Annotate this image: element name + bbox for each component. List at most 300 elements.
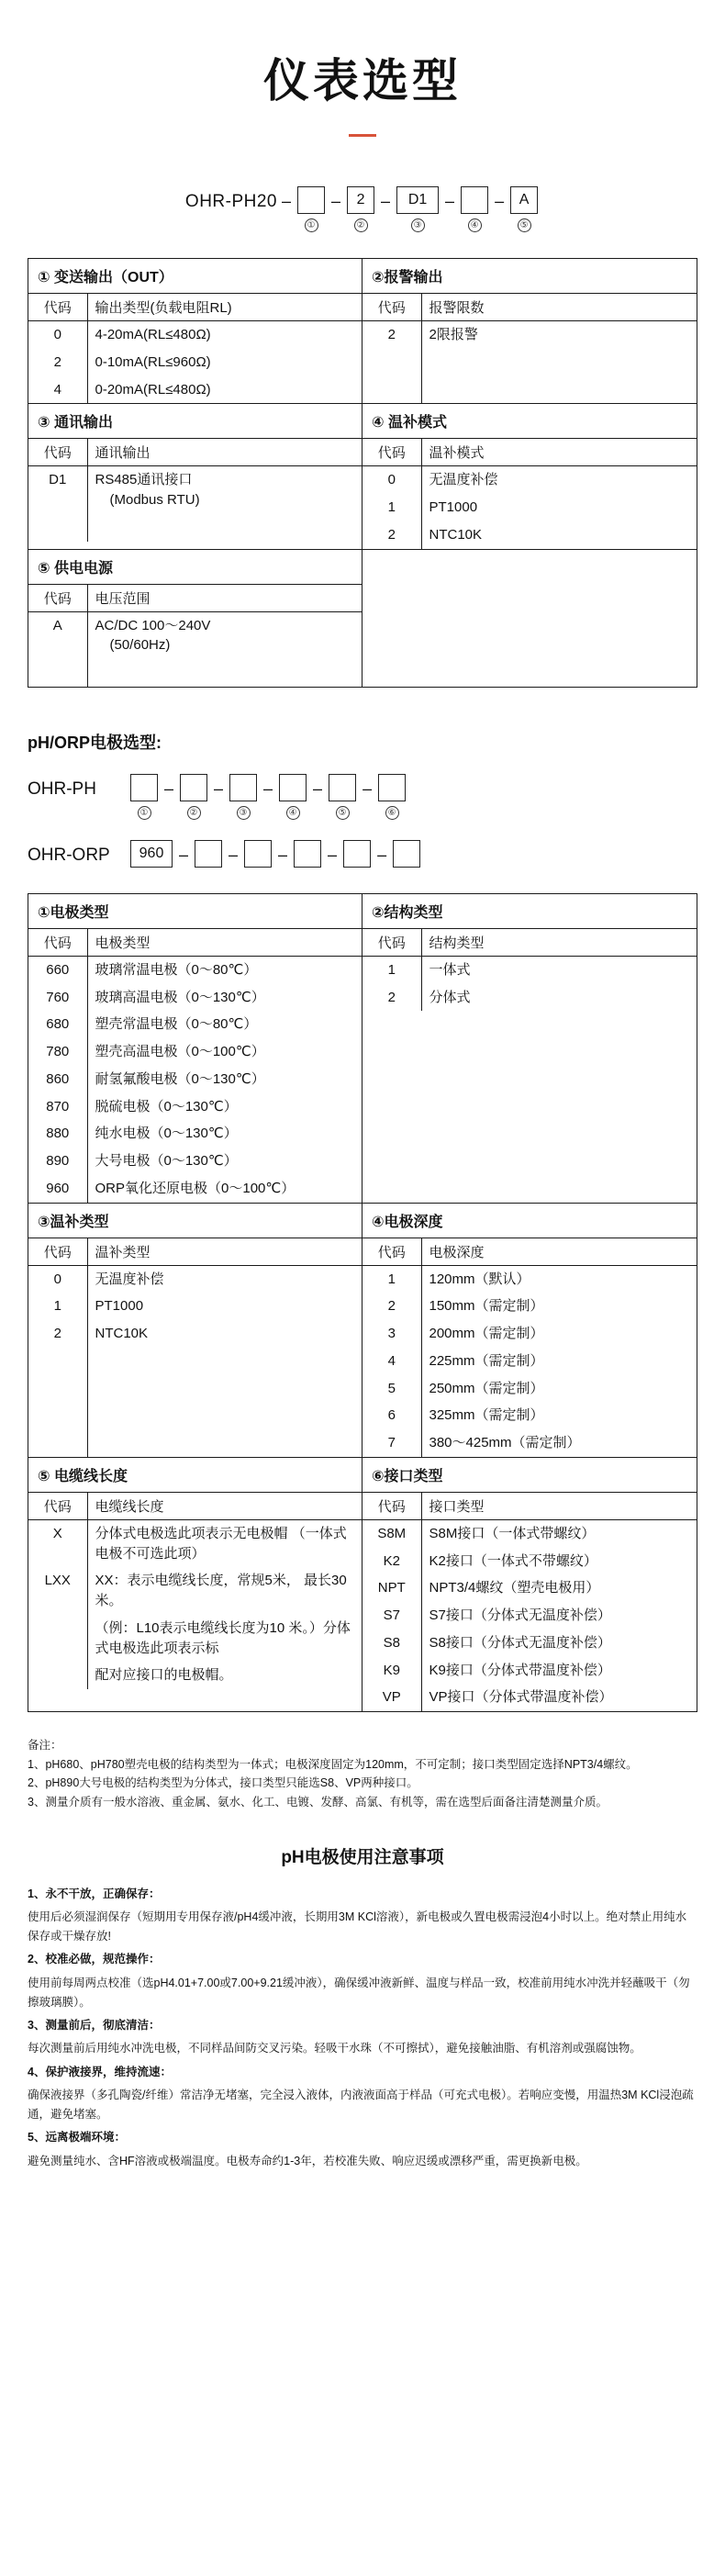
table-row [28,1567,362,1615]
col-code: 代码 [28,439,87,466]
spec-out-section [28,259,362,403]
model-code-line [0,186,725,232]
cell-code: VP [362,1684,421,1711]
table-row [362,1320,697,1348]
cell-desc: S8接口（分体式无温度补偿） [429,1634,611,1651]
table-row [362,1519,697,1547]
table-row [362,1630,697,1657]
cell-desc: 无温度补偿 [95,1271,164,1287]
cell-desc: 250mm（需定制） [429,1380,544,1396]
cell-code: 890 [28,1148,87,1175]
cell-code: LXX [28,1567,87,1615]
model-slot-1-index: ① [305,218,318,232]
ph-slot-2 [178,774,209,820]
ph-usage-item [28,2128,697,2147]
dash-separator: – [282,192,292,210]
cell-code: 3 [362,1320,421,1348]
col-desc: 通讯输出 [95,445,151,462]
cell-code: 660 [28,956,87,983]
col-code: 代码 [362,929,421,957]
cell-desc: 150mm（需定制） [429,1298,544,1315]
cell-desc-sub: （一体式电极不可选此项） [95,1525,347,1562]
table-row [28,984,362,1012]
ph-usage-heading: 1、永不干放，正确保存： [28,1887,161,1900]
col-desc: 电缆线长度 [95,1498,164,1515]
cell-code: 680 [28,1011,87,1038]
model-slot-2-box[interactable]: 2 [347,186,374,214]
orp-slot-4 [292,840,323,868]
ph-slot-6 [376,774,407,820]
cell-desc [87,1567,362,1615]
table-row [362,349,697,376]
cell-desc: S8M接口（一体式带螺纹） [429,1525,596,1541]
orp-slot-2-box[interactable] [195,840,222,868]
table-row [28,1519,362,1567]
title-block [0,0,725,137]
cell-desc: 0-20mA(RL≤480Ω) [95,381,211,398]
ph-slot-2-index: ② [187,806,201,820]
table-row [28,1402,362,1429]
col-desc: 电极类型 [95,935,151,951]
electrode-structure-heading: ②结构类型 [362,894,697,929]
cell-desc-sub: (Modbus RTU) [109,492,200,508]
remarks-label: 备注： [28,1739,62,1752]
cell-code: 2 [28,1320,87,1348]
table-row [28,514,362,542]
cell-desc-main: AC/DC 100～240V [95,617,211,633]
table-row [28,349,362,376]
cell-code [28,1662,87,1689]
ph-slot-5 [327,774,358,820]
ph-slot-5-index: ⑤ [336,806,350,820]
electrode-tempcomp-section [28,1204,362,1457]
dash-separator: – [328,845,338,864]
electrode-row-1 [28,894,697,1204]
ph-slot-1-index: ① [138,806,151,820]
model-slot-1-box[interactable] [297,186,325,214]
cell-desc: PT1000 [429,499,478,515]
cell-desc: 0-10mA(RL≤960Ω) [95,353,211,370]
cell-code [28,1615,87,1663]
col-code: 代码 [362,1493,421,1520]
ph-usage-item [28,1950,697,1969]
orp-slot-2 [193,840,224,868]
cell-desc: 配对应接口的电极帽。 [95,1667,233,1684]
table-row [28,1148,362,1175]
electrode-cable-heading: ⑤ 电缆线长度 [28,1458,362,1493]
cell-code: 860 [28,1066,87,1093]
cell-desc-sub: 米。）分体式电极选此项表示标 [95,1619,351,1656]
cell-code: 2 [28,349,87,376]
electrode-depth-table [362,1238,697,1457]
electrode-row-3 [28,1458,697,1711]
table-row [28,1375,362,1403]
cell-code: 2 [362,321,421,349]
orp-slot-5-box[interactable] [343,840,371,868]
ph-slot-6-index: ⑥ [385,806,399,820]
spec-power-heading: ⑤ 供电电源 [28,550,362,585]
table-row [362,376,697,404]
col-desc: 结构类型 [429,935,485,951]
table-row [28,659,362,687]
cell-desc-main: XX：表示电缆线长度，常规5米， [95,1573,300,1589]
ph-slot-3 [228,774,259,820]
electrode-code-line-ph [28,774,725,820]
cell-desc: 分体式 [429,989,471,1005]
ph-usage-heading: 2、校准必做，规范操作： [28,1953,161,1966]
cell-desc: 120mm（默认） [429,1271,530,1287]
electrode-type-heading: ①电极类型 [28,894,362,929]
table-row [362,1348,697,1375]
ph-usage-body: 确保液接界（多孔陶瓷/纤维）常洁净无堵塞，完全浸入液体，内液液面高于样品（可充式电极）。若响应变慢，用温热3M KCl浸泡疏通，避免堵塞。 [28,2088,694,2121]
dash-separator: – [214,778,224,798]
table-row [28,1293,362,1320]
spec-out-heading: ① 变送输出（OUT） [28,259,362,294]
col-desc: 报警限数 [429,300,485,316]
model-slot-5 [508,186,540,232]
cell-code: NPT [362,1574,421,1602]
table-row [362,1657,697,1685]
cell-code: X [28,1519,87,1567]
model-slot-3-box[interactable]: D1 [396,186,439,214]
cell-desc: 塑壳常温电极（0～80℃） [95,1016,258,1033]
cell-code: 7 [362,1429,421,1457]
cell-desc: NTC10K [95,1326,149,1341]
orp-slot-1-box[interactable]: 960 [130,840,173,868]
ph-usage-body: 每次测量前后用纯水冲洗电极，不同样品间防交叉污染。轻吸干水珠（不可擦拭），避免接触油脂、有机溶剂或强腐蚀物。 [28,2042,641,2055]
table-row [28,321,362,349]
ph-slot-6-box[interactable] [378,774,406,801]
spec-alarm-section [362,259,697,403]
electrode-depth-heading: ④电极深度 [362,1204,697,1238]
table-row [28,1320,362,1348]
table-row [362,1293,697,1320]
cell-desc: 玻璃高温电极（0～130℃） [95,989,265,1005]
col-desc: 输出类型(负载电阻RL) [95,300,232,316]
cell-desc [87,1615,362,1663]
table-row [28,1175,362,1203]
cell-code: 880 [28,1120,87,1148]
cell-desc [87,1519,362,1567]
cell-code: 870 [28,1093,87,1121]
table-row [28,1093,362,1121]
ph-slot-3-box[interactable] [229,774,257,801]
cell-desc-main: 分体式电极选此项表示无电极帽 [95,1525,288,1541]
table-row [362,984,697,1012]
table-row [362,466,697,494]
electrode-structure-table [362,929,697,1012]
cell-desc: NTC10K [429,526,483,543]
dash-separator: – [495,192,505,210]
col-code: 代码 [362,294,421,321]
table-row [362,1548,697,1575]
cell-code: 760 [28,984,87,1012]
cell-code: S8 [362,1630,421,1657]
cell-code: 0 [362,466,421,494]
ph-slot-3-index: ③ [237,806,251,820]
ph-slot-5-box[interactable] [329,774,356,801]
spec-row-3 [28,550,697,687]
cell-desc: S7接口（分体式无温度补偿） [429,1607,611,1623]
remarks-item: 2、pH890大号电极的结构类型为分体式，接口类型只能选S8、VP两种接口。 [28,1776,418,1790]
ph-usage-title: pH电极使用注意事项 [281,1847,444,1867]
dash-separator: – [362,778,373,798]
electrode-type-section [28,894,362,1203]
dash-separator: – [381,192,391,210]
cell-desc: K9接口（分体式带温度补偿） [429,1662,611,1678]
col-desc: 温补模式 [429,445,485,462]
table-row [362,1574,697,1602]
electrode-tempcomp-heading: ③温补类型 [28,1204,362,1238]
table-row [28,376,362,404]
table-row [28,956,362,983]
cell-desc: 脱硫电极（0～130℃） [95,1098,238,1114]
col-code: 代码 [28,1493,87,1520]
col-code: 代码 [28,1238,87,1266]
dash-separator: – [278,845,288,864]
cell-desc: 玻璃常温电极（0～80℃） [95,961,258,978]
orp-slot-3-box[interactable] [244,840,272,868]
cell-desc: 一体式 [429,961,471,978]
cell-code: 2 [362,521,421,549]
dash-separator: – [313,778,323,798]
ph-usage-body: 使用后必须湿润保存（短期用专用保存液/pH4缓冲液，长期用3M KCl溶液），新电极或久置电极需浸泡4小时以上。绝对禁止用纯水保存或干燥存放! [28,1910,687,1943]
cell-code: 1 [362,956,421,983]
table-row [28,1038,362,1066]
dash-separator: – [229,845,239,864]
cell-desc-main: RS485通讯接口 [95,472,193,488]
spec-power-empty [362,550,697,687]
table-row [362,1375,697,1403]
spec-comm-section [28,404,362,548]
table-row [28,1066,362,1093]
table-row [362,1602,697,1630]
ph-slot-4-box[interactable] [279,774,307,801]
table-row [362,956,697,983]
remarks-item: 3、测量介质有一般水溶液、重金属、氨水、化工、电镀、发酵、高氯、有机等，需在选型后面备注清楚测量介质。 [28,1795,608,1809]
electrode-code-line-orp [28,840,725,868]
cell-code: 780 [28,1038,87,1066]
cell-code: 1 [362,1265,421,1293]
cell-desc: 纯水电极（0～130℃） [95,1126,238,1142]
cell-desc: 225mm（需定制） [429,1352,544,1369]
orp-slot-5 [341,840,373,868]
dash-separator: – [179,845,189,864]
cell-code: K2 [362,1548,421,1575]
table-row [28,1348,362,1375]
cell-code: 6 [362,1402,421,1429]
spec-row-1 [28,259,697,404]
cell-code: S7 [362,1602,421,1630]
ph-usage-body: 使用前每周两点校准（选pH4.01+7.00或7.00+9.21缓冲液），确保缓冲液新鲜、温度与样品一致，校准前用纯水冲洗并轻蘸吸干（勿擦玻璃膜）。 [28,1976,690,2009]
cell-code: 4 [362,1348,421,1375]
cell-code: 1 [28,1293,87,1320]
cell-desc: 塑壳高温电极（0～100℃） [95,1044,265,1059]
cell-desc: PT1000 [95,1298,144,1315]
model-slot-2-index: ② [354,218,368,232]
model-slot-1 [296,186,327,232]
spec-temp-section [362,404,697,548]
table-row [28,1429,362,1457]
cell-desc-sub: 最长30米。 [95,1573,347,1608]
table-row [362,1429,697,1457]
ph-usage-item [28,1885,697,1904]
ph-usage-heading: 4、保护液接界，维持流速： [28,2065,172,2078]
electrode-structure-section [362,894,697,1203]
electrode-depth-section [362,1204,697,1457]
col-code: 代码 [362,1238,421,1266]
table-row [362,494,697,521]
model-slot-4-index: ④ [468,218,482,232]
cell-desc: 无温度补偿 [429,472,498,488]
orp-slot-4-box[interactable] [294,840,321,868]
electrode-interface-section [362,1458,697,1711]
col-code: 代码 [362,439,421,466]
ph-usage-body: 避免测量纯水、含HF溶液或极端温度。电极寿命约1-3年，若校准失败、响应迟缓或漂移严重，需更换新电极。 [28,2154,587,2167]
electrode-cable-section [28,1458,362,1711]
model-code-slots [277,186,540,232]
title-divider [349,134,376,137]
spec-row-2 [28,404,697,549]
electrode-table-block [28,893,697,1712]
table-row [362,1402,697,1429]
ph-usage-item [28,2016,697,2035]
cell-desc [87,611,362,659]
ph-usage-heading: 5、远离极端环境： [28,2131,126,2145]
ph-slot-4-index: ④ [286,806,300,820]
table-row [28,1265,362,1293]
spec-temp-table [362,439,697,548]
orp-slot-1 [128,840,174,868]
model-code-prefix: OHR-PH20 [184,192,277,211]
electrode-type-table [28,929,362,1203]
cell-desc: 380～425mm（需定制） [429,1435,581,1450]
cell-desc: 200mm（需定制） [429,1326,544,1341]
cell-code: 960 [28,1175,87,1203]
table-row [28,1662,362,1689]
model-slot-5-box[interactable]: A [510,186,538,214]
cell-code: 0 [28,321,87,349]
cell-desc: NPT3/4螺纹（塑壳电极用） [429,1580,600,1596]
orp-slot-6-box[interactable] [393,840,420,868]
dash-separator: – [164,778,174,798]
remarks-item: 1、pH680、pH780塑壳电极的结构类型为一体式；电极深度固定为120mm，不可定制；接口类型固定选择NPT3/4螺纹。 [28,1757,638,1771]
electrode-orp-prefix: OHR-ORP [28,845,110,865]
cell-code: 1 [362,494,421,521]
electrode-section-title: pH/ORP电极选型: [28,733,162,752]
remarks-block [28,1736,697,1812]
electrode-ph-slots [128,774,407,820]
ph-slot-4 [277,774,308,820]
table-row [28,1615,362,1663]
cell-desc-sub: (50/60Hz) [109,637,171,654]
dash-separator: – [377,845,387,864]
model-slot-2 [345,186,376,232]
model-slot-5-index: ⑤ [518,218,531,232]
electrode-interface-heading: ⑥接口类型 [362,1458,697,1493]
col-desc: 接口类型 [429,1498,485,1515]
cell-code: A [28,611,87,659]
spec-power-table [28,585,362,687]
cell-desc: 大号电极（0～130℃） [95,1153,238,1169]
cell-desc: 4-20mA(RL≤480Ω) [95,327,211,342]
ph-usage-item [28,2063,697,2082]
table-row [28,1011,362,1038]
spec-comm-heading: ③ 通讯输出 [28,404,362,439]
table-row [28,611,362,659]
cell-code: S8M [362,1519,421,1547]
cell-desc: 325mm（需定制） [429,1407,544,1424]
col-code: 代码 [28,929,87,957]
table-row [28,1120,362,1148]
ph-usage-heading: 3、测量前后，彻底清洁： [28,2019,161,2032]
col-desc: 温补类型 [95,1244,151,1260]
spec-power-section [28,550,362,687]
col-code: 代码 [28,294,87,321]
table-row [362,321,697,349]
cell-desc-main: （例：L10表示电缆线长度为10 [95,1619,285,1636]
dash-separator: – [331,192,341,210]
electrode-cable-table [28,1493,362,1689]
spec-alarm-heading: ②报警输出 [362,259,697,294]
cell-desc: K2接口（一体式不带螺纹） [429,1552,597,1569]
cell-desc: VP接口（分体式带温度补偿） [429,1689,613,1706]
ph-slot-1-box[interactable] [130,774,158,801]
electrode-row-2 [28,1204,697,1458]
cell-code: K9 [362,1657,421,1685]
electrode-orp-slots [128,840,422,868]
cell-code: 5 [362,1375,421,1403]
cell-code: 2 [362,1293,421,1320]
orp-slot-6 [391,840,422,868]
table-row [362,1265,697,1293]
model-slot-3 [395,186,441,232]
cell-code: 2 [362,984,421,1012]
cell-code: 4 [28,376,87,404]
cell-desc: ORP氧化还原电极（0～100℃） [95,1180,296,1196]
spec-table-block [28,258,697,688]
table-row [28,466,362,514]
spec-alarm-table [362,294,697,403]
table-row [362,521,697,549]
ph-slot-2-box[interactable] [180,774,207,801]
dash-separator: – [263,778,273,798]
col-desc: 电极深度 [429,1244,485,1260]
dash-separator: – [445,192,455,210]
model-slot-3-index: ③ [411,218,425,232]
cell-code: 0 [28,1265,87,1293]
electrode-ph-prefix: OHR-PH [28,778,96,799]
page-title: 仪表选型 [263,55,462,106]
cell-code: D1 [28,466,87,514]
spec-comm-table [28,439,362,541]
orp-slot-3 [242,840,273,868]
cell-desc [87,466,362,514]
spec-out-table [28,294,362,403]
cell-desc: 2限报警 [429,327,478,342]
model-slot-4 [459,186,490,232]
model-slot-4-box[interactable] [461,186,488,214]
col-desc: 电压范围 [95,590,151,607]
electrode-interface-table [362,1493,697,1711]
spec-temp-heading: ④ 温补模式 [362,404,697,439]
cell-desc: 耐氢氟酸电极（0～130℃） [95,1070,265,1087]
electrode-tempcomp-table [28,1238,362,1457]
ph-usage-block [28,1885,697,2171]
ph-slot-1 [128,774,160,820]
table-row [362,1684,697,1711]
col-code: 代码 [28,585,87,612]
